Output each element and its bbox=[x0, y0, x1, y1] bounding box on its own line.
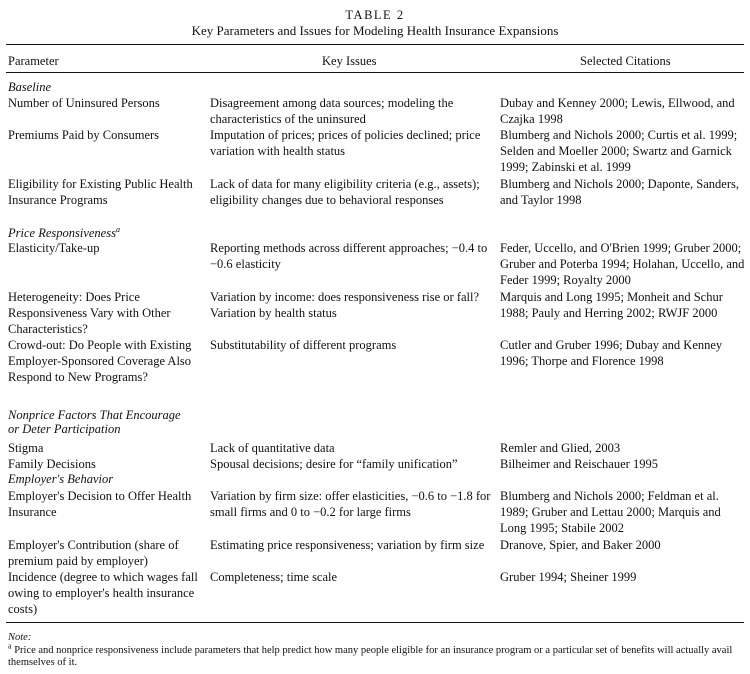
row-citations: Blumberg and Nichols 2000; Daponte, Sanders, and Taylor 1998 bbox=[500, 177, 739, 207]
section-nonprice bbox=[8, 408, 181, 436]
row-parameter: Elasticity/Take-up bbox=[8, 241, 100, 255]
row-parameter: Employer's Contribution (share of premium paid by employer) bbox=[8, 538, 179, 568]
row-citations: Gruber 1994; Sheiner 1999 bbox=[500, 570, 637, 584]
row-parameter: Number of Uninsured Persons bbox=[8, 96, 160, 110]
footnote bbox=[8, 641, 748, 669]
row-issues: Disagreement among data sources; modeling the characteristics of the uninsured bbox=[210, 96, 454, 126]
row-parameter: Crowd-out: Do People with Existing Employer-Sponsored Coverage Also Respond to New Programs? bbox=[8, 338, 192, 384]
row-parameter: Incidence (degree to which wages fall owing to employer's health insurance costs) bbox=[8, 570, 198, 616]
row-citations: Dranove, Spier, and Baker 2000 bbox=[500, 538, 661, 552]
header-key-issues: Key Issues bbox=[322, 54, 377, 68]
section-price-responsiveness bbox=[8, 226, 120, 240]
row-citations: Bilheimer and Reischauer 1995 bbox=[500, 457, 658, 471]
row-issues: Variation by firm size: offer elasticities, −0.6 to −1.8 for small firms and 0 to −0.2 for large firms bbox=[210, 489, 491, 519]
row-parameter: Eligibility for Existing Public Health Insurance Programs bbox=[8, 177, 193, 207]
row-citations: Blumberg and Nichols 2000; Curtis et al. 1999; Selden and Moeller 2000; Swartz and Garnick 1999; Zabinski et al. 1999 bbox=[500, 128, 738, 174]
row-issues: Estimating price responsiveness; variation by firm size bbox=[210, 538, 485, 552]
section-price-label: Price Responsiveness bbox=[8, 226, 116, 240]
section-nonprice-line1: Nonprice Factors That Encourage bbox=[8, 408, 181, 422]
row-citations: Blumberg and Nichols 2000; Feldman et al. 1989; Gruber and Lettau 2000; Marquis and Long 1995; Stabile 2002 bbox=[500, 489, 721, 535]
row-citations: Dubay and Kenney 2000; Lewis, Ellwood, and Czajka 1998 bbox=[500, 96, 735, 126]
row-issues: Reporting methods across different approaches; −0.4 to −0.6 elasticity bbox=[210, 241, 488, 271]
table-number: TABLE 2 bbox=[345, 8, 405, 22]
section-nonprice-line2: or Deter Participation bbox=[8, 422, 121, 436]
row-issues: Completeness; time scale bbox=[210, 570, 338, 584]
header-rule bbox=[6, 72, 744, 73]
header-citations: Selected Citations bbox=[580, 54, 671, 68]
section-baseline: Baseline bbox=[8, 80, 52, 94]
note-label: Note: bbox=[8, 632, 32, 643]
section-employer-behavior: Employer's Behavior bbox=[8, 472, 114, 486]
row-issues: Spousal decisions; desire for “family unification” bbox=[210, 457, 458, 471]
row-parameter: Employer's Decision to Offer Health Insurance bbox=[8, 489, 192, 519]
footnote-marker: a bbox=[115, 224, 120, 234]
row-citations: Marquis and Long 1995; Monheit and Schur 1988; Pauly and Herring 2002; RWJF 2000 bbox=[500, 290, 723, 320]
row-parameter: Stigma bbox=[8, 441, 44, 455]
footnote-marker: a bbox=[8, 641, 12, 651]
row-issues: Substitutability of different programs bbox=[210, 338, 397, 352]
table-title: Key Parameters and Issues for Modeling Health Insurance Expansions bbox=[191, 23, 559, 38]
row-issues: Imputation of prices; prices of policies declined; price variation with health status bbox=[210, 128, 481, 158]
row-parameter: Family Decisions bbox=[8, 457, 96, 471]
row-citations: Feder, Uccello, and O'Brien 1999; Gruber 2000; Gruber and Poterba 1994; Holahan, Uccello, and Feder 1999; Royalty 2000 bbox=[500, 241, 745, 287]
row-issues: Lack of data for many eligibility criteria (e.g., assets); eligibility changes due to behavioral responses bbox=[210, 177, 480, 207]
row-parameter: Heterogeneity: Does Price Responsiveness Vary with Other Characteristics? bbox=[8, 290, 171, 336]
row-citations: Cutler and Gruber 1996; Dubay and Kenney 1996; Thorpe and Florence 1998 bbox=[500, 338, 723, 368]
row-citations: Remler and Glied, 2003 bbox=[500, 441, 621, 455]
row-issues: Lack of quantitative data bbox=[210, 441, 335, 455]
footnote-text: Price and nonprice responsiveness include parameters that help predict how many people eligible for an insurance program or a particular set of benefits will actually avail themselves of it. bbox=[8, 645, 733, 668]
top-rule bbox=[6, 44, 744, 45]
row-issues: Variation by income: does responsiveness rise or fall? Variation by health status bbox=[210, 290, 480, 320]
row-parameter: Premiums Paid by Consumers bbox=[8, 128, 160, 142]
header-parameter: Parameter bbox=[8, 54, 59, 68]
bottom-rule bbox=[6, 622, 744, 623]
